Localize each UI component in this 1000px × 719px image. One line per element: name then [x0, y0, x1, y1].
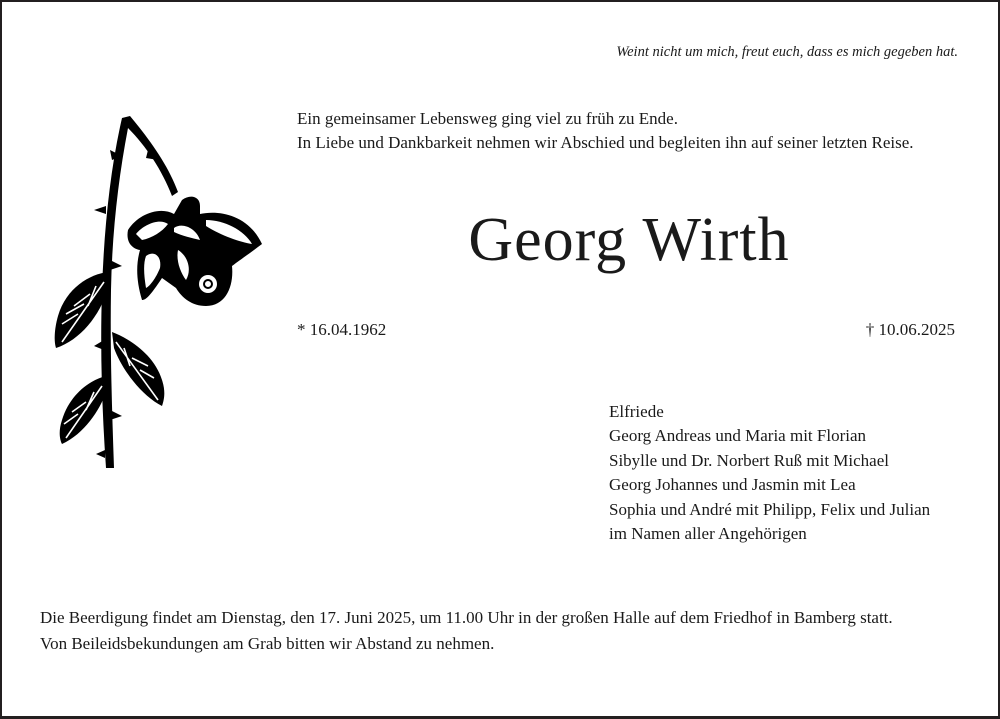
deceased-name: Georg Wirth: [468, 206, 790, 274]
intro-line: In Liebe und Dankbarkeit nehmen wir Abschied und begleiten ihn auf seiner letzten Reise.: [297, 133, 914, 152]
funeral-line: Die Beerdigung findet am Dienstag, den 17. Juni 2025, um 11.00 Uhr in der großen Halle auf dem Friedhof in Bamberg statt.: [40, 608, 893, 627]
birth-date: * 16.04.1962: [297, 320, 387, 339]
death-date: † 10.06.2025: [865, 320, 955, 339]
mourner-line: Sophia und André mit Philipp, Felix und Julian: [609, 499, 931, 519]
mourner-line: Georg Andreas und Maria mit Florian: [609, 426, 867, 446]
intro-text: [297, 107, 914, 155]
mourners-list: [609, 400, 930, 546]
wilted-rose-icon: [50, 110, 270, 472]
mourner-line: im Namen aller Angehörigen: [609, 524, 807, 544]
intro-line: Ein gemeinsamer Lebensweg ging viel zu früh zu Ende.: [297, 109, 678, 128]
funeral-line: Von Beileidsbekundungen am Grab bitten wir Abstand zu nehmen.: [40, 634, 495, 653]
mourner-line: Elfriede: [609, 402, 664, 421]
motto-quote: Weint nicht um mich, freut euch, dass es mich gegeben hat.: [616, 44, 958, 60]
funeral-details: [40, 605, 893, 657]
mourner-line: Georg Johannes und Jasmin mit Lea: [609, 475, 856, 495]
mourner-line: Sibylle und Dr. Norbert Ruß mit Michael: [609, 450, 889, 470]
